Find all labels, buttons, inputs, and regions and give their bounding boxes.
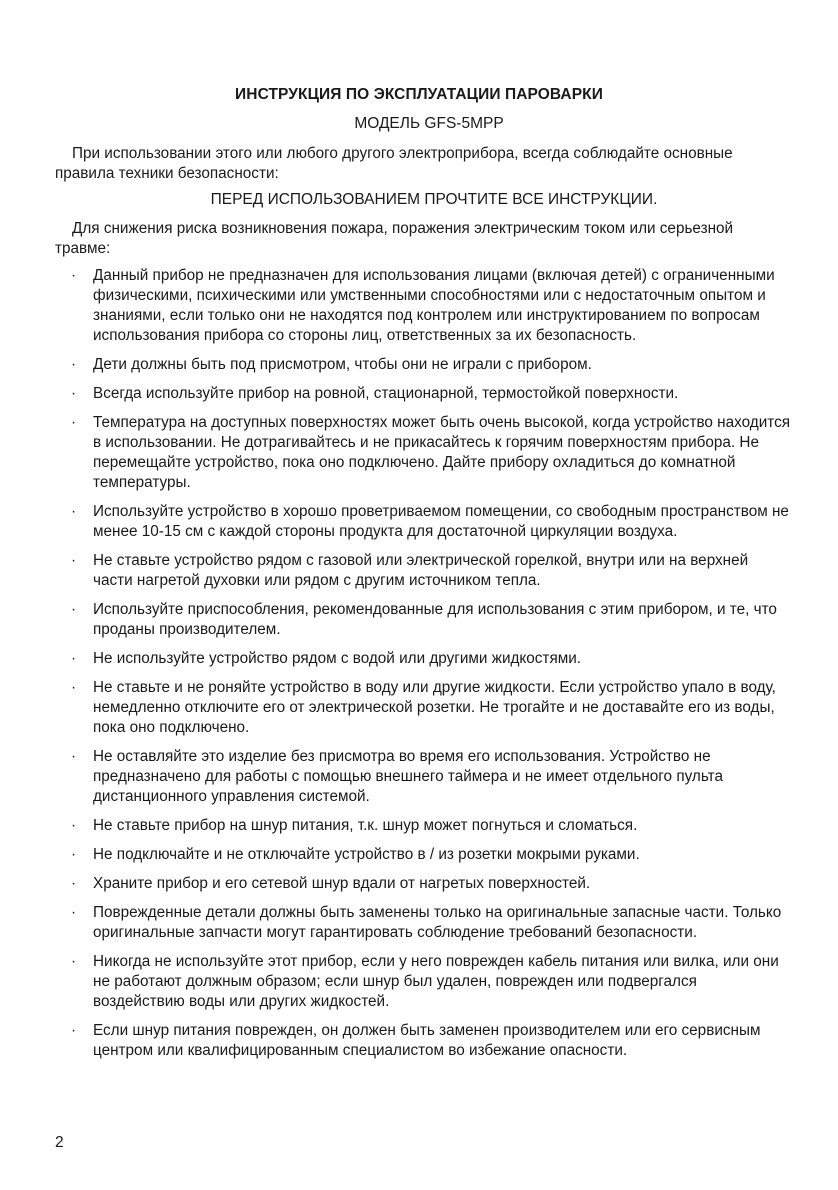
- bullet-icon: ·: [71, 385, 77, 402]
- bullet-icon: ·: [71, 552, 77, 569]
- list-item-text: Поврежденные детали должны быть заменены только на оригинальные запасные части. Только оригинальные запчасти могут гарантировать соблюдение требований безопасности.: [93, 904, 782, 941]
- list-item-text: Температура на доступных поверхностях может быть очень высокой, когда устройство находится в использовании. Не дотрагивайтесь и не прикасайтесь к горячим поверхностям прибора. Не перемещайте устройство, пока оно подключено. Дайте прибору охладиться до комнатной температуры.: [93, 414, 791, 491]
- list-item: [55, 355, 790, 375]
- bullet-icon: ·: [71, 817, 77, 834]
- bullet-icon: ·: [71, 1022, 77, 1039]
- list-item: [55, 747, 790, 807]
- bullet-icon: ·: [71, 904, 77, 921]
- list-item-text: Храните прибор и его сетевой шнур вдали от нагретых поверхностей.: [93, 875, 591, 892]
- bullet-icon: ·: [71, 679, 77, 696]
- bullet-icon: ·: [71, 601, 77, 618]
- bullet-icon: ·: [71, 650, 77, 667]
- list-item: [55, 1021, 790, 1061]
- list-item-text: Дети должны быть под присмотром, чтобы они не играли с прибором.: [93, 356, 592, 373]
- list-item-text: Не ставьте устройство рядом с газовой или электрической горелкой, внутри или на верхней части нагретой духовки или рядом с другим источником тепла.: [93, 552, 749, 589]
- list-item: [55, 600, 790, 640]
- list-item: [55, 845, 790, 865]
- list-item: [55, 551, 790, 591]
- document-title: ИНСТРУКЦИЯ ПО ЭКСПЛУАТАЦИИ ПАРОВАРКИ: [235, 86, 603, 103]
- risk-paragraph: Для снижения риска возникновения пожара, поражения электрическим током или серьезной травме:: [55, 220, 734, 257]
- bullet-icon: ·: [71, 953, 77, 970]
- list-item: [55, 952, 790, 1012]
- model-label: МОДЕЛЬ GFS-5MPP: [354, 115, 504, 132]
- list-item-text: Не подключайте и не отключайте устройство в / из розетки мокрыми руками.: [93, 846, 640, 863]
- list-item-text: Если шнур питания поврежден, он должен быть заменен производителем или его сервисным центром или квалифицированным специалистом во избежание опасности.: [93, 1022, 761, 1059]
- list-item: [55, 903, 790, 943]
- list-item: [55, 816, 790, 836]
- list-item: [55, 413, 790, 493]
- list-item-text: Никогда не используйте этот прибор, если у него поврежден кабель питания или вилка, или они не работают должным образом; если шнур был удален, поврежден или подвергался воздействию воды или других жидкостей.: [93, 953, 779, 1010]
- list-item-text: Не оставляйте это изделие без присмотра во время его использования. Устройство не предназначено для работы с помощью внешнего таймера и не имеет отдельного пульта дистанционного управления системой.: [93, 748, 723, 805]
- bullet-icon: ·: [71, 414, 77, 431]
- list-item-text: Данный прибор не предназначен для использования лицами (включая детей) с ограниченными физическими, психическими или умственными способностями или с недостаточным опытом и знаниями, если только они не находятся под контролем или инструктированием по вопросам использования прибора со стороны лиц, ответственных за их безопасность.: [93, 267, 775, 344]
- list-item-text: Всегда используйте прибор на ровной, стационарной, термостойкой поверхности.: [93, 385, 679, 402]
- list-item: [55, 874, 790, 894]
- list-item-text: Используйте приспособления, рекомендованные для использования с этим прибором, и те, что проданы производителем.: [93, 601, 777, 638]
- bullet-icon: ·: [71, 267, 77, 284]
- read-instructions-warning: ПЕРЕД ИСПОЛЬЗОВАНИЕМ ПРОЧТИТЕ ВСЕ ИНСТРУКЦИИ.: [210, 191, 658, 208]
- bullet-icon: ·: [71, 875, 77, 892]
- page-number: 2: [55, 1134, 64, 1151]
- list-item: [55, 678, 790, 738]
- bullet-icon: ·: [71, 846, 77, 863]
- list-item-text: Используйте устройство в хорошо проветриваемом помещении, со свободным пространством не менее 10-15 см с каждой стороны продукта для достаточной циркуляции воздуха.: [93, 503, 789, 540]
- list-item: [55, 649, 790, 669]
- list-item: [55, 502, 790, 542]
- list-item-text: Не ставьте и не роняйте устройство в воду или другие жидкости. Если устройство упало в воду, немедленно отключите его от электрической розетки. Не трогайте и не доставайте его из воды, пока оно подключено.: [93, 679, 776, 736]
- list-item: [55, 384, 790, 404]
- bullet-icon: ·: [71, 503, 77, 520]
- intro-paragraph: При использовании этого или любого другого электроприбора, всегда соблюдайте основные правила техники безопасности:: [55, 145, 733, 182]
- bullet-icon: ·: [71, 356, 77, 373]
- bullet-icon: ·: [71, 748, 77, 765]
- safety-list: [55, 266, 790, 1070]
- list-item: [55, 266, 790, 346]
- list-item-text: Не используйте устройство рядом с водой или другими жидкостями.: [93, 650, 582, 667]
- list-item-text: Не ставьте прибор на шнур питания, т.к. шнур может погнуться и сломаться.: [93, 817, 638, 834]
